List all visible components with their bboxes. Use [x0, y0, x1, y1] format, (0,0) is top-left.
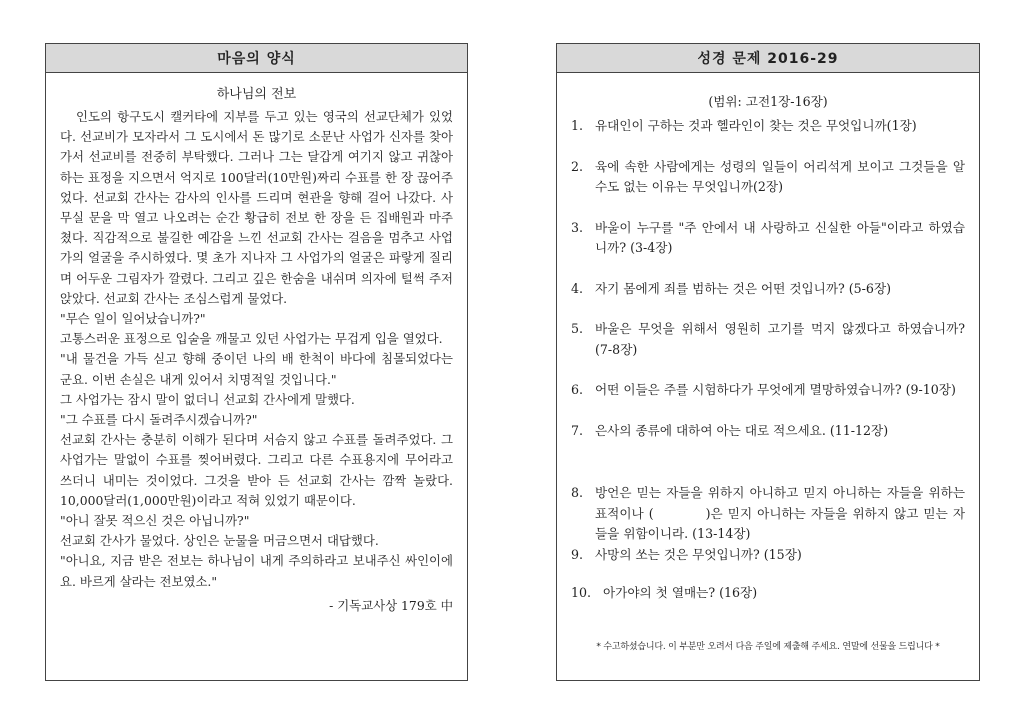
question-text: 바울이 누구를 "주 안에서 내 사랑하고 신실한 아들"이라고 하였습니까? (3-4장) — [595, 219, 965, 255]
question-text: 사망의 쏘는 것은 무엇입니까? (15장) — [595, 546, 802, 562]
story-paragraph: 그 사업가는 잠시 말이 없더니 선교회 간사에게 말했다. — [60, 391, 355, 407]
question-number: 10. — [571, 585, 592, 600]
question-item — [571, 583, 965, 604]
story-paragraph: "무슨 일이 일어났습니까?" — [60, 311, 206, 327]
question-text: 자기 몸에게 죄를 범하는 것은 어떤 것입니까? (5-6장) — [595, 280, 892, 296]
question-item — [571, 545, 965, 566]
question-text-part: )은 믿지 아니하는 자들을 위하지 않고 믿는 자들을 위함이니라. (13-14장) — [595, 505, 965, 541]
story-paragraph: 고통스러운 표정으로 입술을 깨물고 있던 사업가는 무겁게 입을 열었다. — [60, 331, 443, 347]
question-number: 4. — [571, 280, 584, 296]
question-text-part: 방언은 믿는 자들을 위하지 아니하고 믿지 아니하는 자들을 위하는 표적이나 ( — [595, 485, 965, 521]
question-number: 7. — [571, 422, 584, 438]
question-number: 2. — [571, 158, 584, 174]
question-item — [571, 279, 965, 300]
question-number: 5. — [571, 321, 584, 336]
story-paragraph: "아니요, 지금 받은 전보는 하나님이 내게 주의하라고 보내주신 싸인이에요. 바르게 살라는 전보였소." — [60, 553, 453, 589]
story-body — [46, 107, 467, 616]
story-paragraph: 선교회 간사는 충분히 이해가 된다며 서슴지 않고 수표를 돌려주었다. 그 사업가는 말없이 수표를 찢어버렸다. 그리고 다른 수표용지에 무어라고 쓰더니 내미는 것이었다. 그것을 받아 든 선교회 간사는 깜짝 놀랐다. 10,000달러(1,000만원)이라고 적혀 있었기 때문이다. — [60, 432, 453, 508]
question-number: 8. — [571, 485, 584, 500]
question-text: 은사의 종류에 대하여 아는 대로 적으세요. (11-12장) — [595, 422, 889, 438]
question-list — [557, 116, 979, 604]
story-paragraph: 선교회 간사가 물었다. 상인은 눈물을 머금으면서 대답했다. — [60, 533, 379, 549]
devotional-header: 마음의 양식 — [46, 44, 467, 73]
question-item — [571, 421, 965, 442]
story-title: 하나님의 전보 — [216, 87, 297, 102]
question-text: 어떤 이들은 주를 시험하다가 무엇에게 멸망하였습니까? (9-10장) — [595, 382, 956, 397]
source-citation: - 기독교사상 179호 中 — [329, 597, 453, 613]
submission-note: * 수고하셨습니다. 이 부분만 오려서 다음 주일에 제출해 주세요. 연말에 선물을 드립니다 * — [596, 642, 940, 652]
question-text: 아가야의 첫 열매는? (16장) — [603, 585, 758, 600]
question-item — [571, 157, 965, 198]
story-paragraph: 인도의 항구도시 캘커타에 지부를 두고 있는 영국의 선교단체가 있었다. 선교비가 모자라서 그 도시에서 돈 많기로 소문난 사업가 신자를 찾아가서 선교비를 전중히 부탁했다. 그러나 그는 달갑게 여기지 않고 귀찮아하는 표정을 지으면서 억지로 100달러(10만원)짜리 수표를 한 장 끊어주었다. 선교회 간사는 감사의 인사를 드리며 현관을 향해 걸어 나갔다. 사무실 문을 막 열고 나오려는 순간 황급히 전보 한 장을 든 집배원과 마주쳤다. 직감적으로 불길한 예감을 느낀 선교회 간사는 걸음을 멈추고 사업가의 얼굴을 주시하였다. 몇 초가 지나자 그 사업가의 얼굴은 파랗게 질리며 어두운 그림자가 깔렸다. 그리고 깊은 한숨을 내쉬며 의자에 털썩 주저앉았다. 선교회 간사는 조심스럽게 물었다. — [60, 109, 453, 306]
question-item — [571, 380, 965, 401]
question-item — [571, 483, 965, 545]
quiz-panel — [556, 43, 980, 681]
question-text — [595, 483, 965, 545]
story-paragraph: "내 물건을 가득 싣고 향해 중이던 나의 배 한척이 바다에 침몰되었다는 군요. 이번 손실은 내게 있어서 치명적일 것입니다." — [60, 351, 453, 387]
story-paragraph: "그 수표를 다시 돌려주시겠습니까?" — [60, 412, 258, 428]
story-paragraph: "아니 잘못 적으신 것은 아닙니까?" — [60, 513, 250, 529]
question-number: 3. — [571, 219, 584, 235]
quiz-scope: (범위: 고전1장-16장) — [708, 94, 828, 109]
question-item — [571, 218, 965, 259]
question-number: 9. — [571, 546, 584, 562]
question-item — [571, 116, 965, 137]
question-text: 바울은 무엇을 위해서 영원히 고기를 먹지 않겠다고 하였습니까? (7-8장) — [595, 321, 965, 357]
question-number: 1. — [571, 118, 584, 133]
question-item — [571, 319, 965, 360]
question-text: 육에 속한 사람에게는 성령의 일들이 어리석게 보이고 그것들을 알 수도 없는 이유는 무엇입니까(2장) — [595, 158, 965, 194]
question-text: 유대인이 구하는 것과 헬라인이 찾는 것은 무엇입니까(1장) — [595, 118, 917, 133]
devotional-panel — [45, 43, 468, 681]
quiz-header: 성경 문제 2016-29 — [557, 44, 979, 73]
question-number: 6. — [571, 382, 584, 397]
